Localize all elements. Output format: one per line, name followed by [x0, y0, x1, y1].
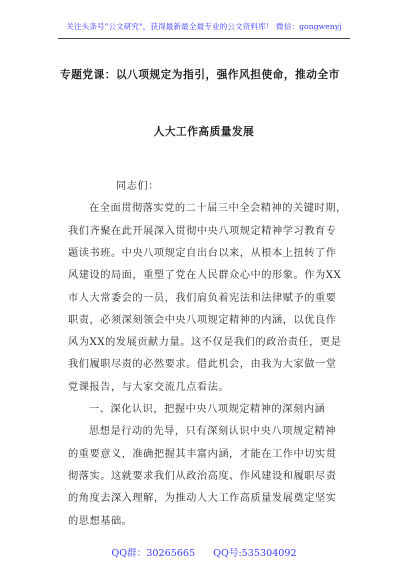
- footer-contacts: [0, 545, 408, 559]
- section-heading: 一、深化认识，把握中央八项规定精神的深刻内涵: [89, 404, 326, 415]
- document-title-line-2: 人大工作高质量发展: [153, 126, 255, 138]
- salutation: 同志们：: [116, 181, 159, 192]
- header-divider: [58, 38, 350, 39]
- footer-qq-number: QQ号:535304092: [213, 548, 297, 559]
- body-line: 的重要意义，准确把握其丰富内涵，才能在工作中切实贯: [68, 448, 337, 460]
- body-line: 市人大常委会的一员，我们肩负着宪法和法律赋予的重要: [68, 292, 337, 304]
- body-line: 风为XX的发展贡献力量。这不仅是我们的政治责任，更是: [68, 337, 342, 349]
- footer-qq-group: QQ群：30265665: [111, 548, 196, 559]
- body-line: 职责，必须深刻领会中央八项规定精神的内涵，以优良作: [68, 314, 337, 326]
- body-line: 彻落实。这就要求我们从政治高度、作风建设和履职尽责: [68, 470, 337, 482]
- document-title-line-1: 专题党课：以八项规定为指引，强作风担使命，推动全市: [60, 69, 340, 81]
- header-promo-note: 关注头条号"公文研究"，获得最新最全最专业的公文资料库！ 微信：gongwenyj: [66, 22, 342, 31]
- body-line: 题读书班。中央八项规定自出台以来，从根本上扭转了作: [68, 247, 337, 259]
- body-line: 我们履职尽责的必然要求。借此机会，由我为大家做一堂: [68, 359, 337, 371]
- body-line: 党课报告，与大家交流几点看法。: [68, 381, 230, 393]
- body-line: 的思想基础。: [68, 515, 133, 527]
- body-line: 的角度去深入理解，为推动人大工作高质量发展奠定坚实: [68, 493, 337, 505]
- body-line: 在全面贯彻落实党的二十届三中全会精神的关键时期，: [89, 203, 347, 215]
- body-line: 风建设的局面，重塑了党在人民群众心中的形象。作为XX: [68, 270, 342, 282]
- body-line: 思想是行动的先导，只有深刻认识中央八项规定精神: [89, 426, 336, 438]
- body-line: 我们齐聚在此开展深入贯彻中央八项规定精神学习教育专: [68, 225, 337, 237]
